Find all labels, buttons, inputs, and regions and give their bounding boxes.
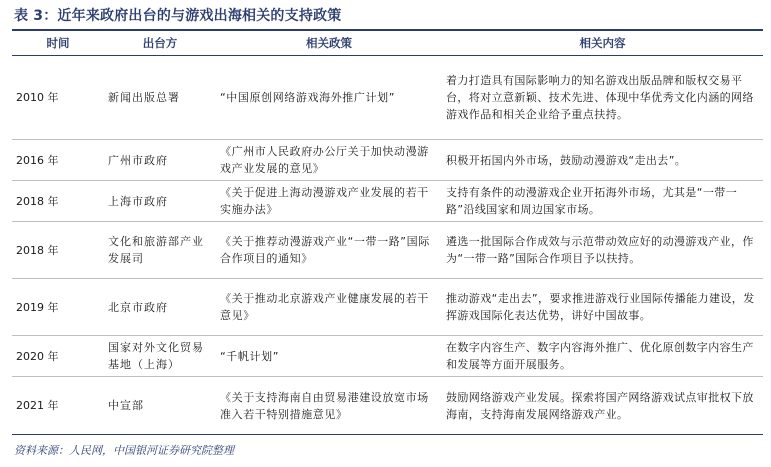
cell-content: 遴选一批国际合作成效与示范带动效应好的动漫游戏产业，作为“一带一路”国际合作项目予以扶持。	[442, 222, 763, 279]
cell-content: 鼓励网络游戏产业发展。探索将国产网络游戏试点审批权下放海南，支持海南发展网络游戏产业。	[442, 377, 763, 435]
cell-policy: 《关于促进上海动漫游戏产业发展的若干实施办法》	[216, 181, 442, 222]
cell-issuer: 中宣部	[104, 377, 216, 435]
cell-time: 2018 年	[12, 222, 104, 279]
cell-time: 2019 年	[12, 279, 104, 336]
table-title: 表 3：近年来政府出台的与游戏出海相关的支持政策	[14, 8, 342, 24]
cell-policy: 《关于推荐动漫游戏产业“一带一路”国际合作项目的通知》	[216, 222, 442, 279]
cell-issuer: 北京市政府	[104, 279, 216, 336]
cell-time: 2020 年	[12, 336, 104, 377]
table-row	[12, 377, 763, 435]
cell-policy: 《关于推动北京游戏产业健康发展的若干意见》	[216, 279, 442, 336]
cell-content: 支持有条件的动漫游戏企业开拓海外市场，尤其是“一带一路”沿线国家和周边国家市场。	[442, 181, 763, 222]
table-header-row	[12, 31, 763, 56]
cell-policy: “千帆计划”	[216, 336, 442, 377]
cell-policy: 《广州市人民政府办公厅关于加快动漫游戏产业发展的意见》	[216, 140, 442, 181]
header-time: 时间	[12, 31, 104, 56]
table-row	[12, 222, 763, 279]
table-row	[12, 336, 763, 377]
cell-content: 推动游戏“走出去”，要求推进游戏行业国际传播能力建设，发挥游戏国际化表达优势，讲好中国故事。	[442, 279, 763, 336]
cell-issuer: 文化和旅游部产业发展司	[104, 222, 216, 279]
cell-content: 积极开拓国内外市场，鼓励动漫游戏“走出去”。	[442, 140, 763, 181]
cell-policy: 《关于支持海南自由贸易港建设放宽市场准入若干特别措施意见》	[216, 377, 442, 435]
policy-table	[12, 31, 763, 435]
cell-policy: “中国原创网络游戏海外推广计划”	[216, 56, 442, 140]
header-policy: 相关政策	[216, 31, 442, 56]
cell-time: 2016 年	[12, 140, 104, 181]
cell-time: 2018 年	[12, 181, 104, 222]
source-note: 资料来源：人民网，中国银河证券研究院整理	[14, 444, 234, 457]
cell-content: 在数字内容生产、数字内容海外推广、优化原创数字内容生产和发展等方面开展服务。	[442, 336, 763, 377]
cell-issuer: 上海市政府	[104, 181, 216, 222]
cell-issuer: 新闻出版总署	[104, 56, 216, 140]
cell-issuer: 国家对外文化贸易基地（上海）	[104, 336, 216, 377]
table-row	[12, 181, 763, 222]
header-issuer: 出台方	[104, 31, 216, 56]
table-row	[12, 140, 763, 181]
table-row	[12, 279, 763, 336]
cell-content: 着力打造具有国际影响力的知名游戏出版品牌和版权交易平台，将对立意新颖、技术先进、体现中华优秀文化内涵的网络游戏作品和相关企业给予重点扶持。	[442, 56, 763, 140]
cell-time: 2021 年	[12, 377, 104, 435]
cell-issuer: 广州市政府	[104, 140, 216, 181]
cell-time: 2010 年	[12, 56, 104, 140]
header-content: 相关内容	[442, 31, 763, 56]
table-row	[12, 56, 763, 140]
